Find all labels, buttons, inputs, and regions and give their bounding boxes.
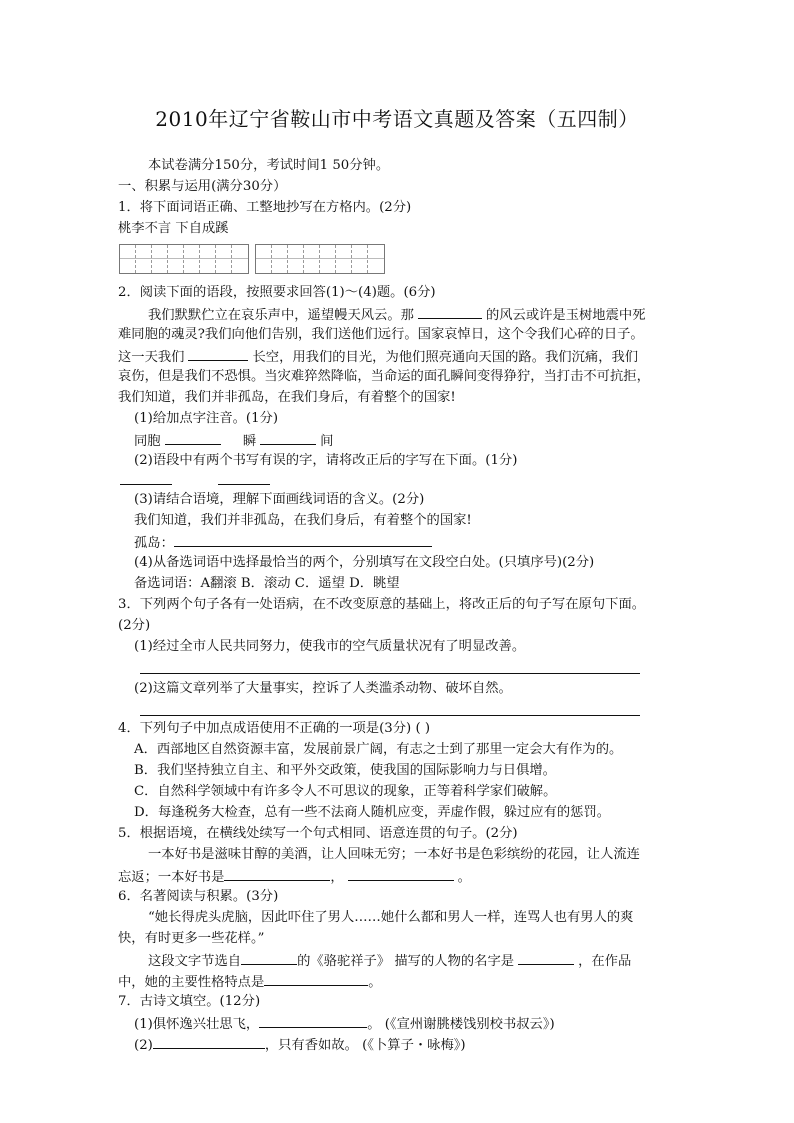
- subquestion-3: (3)请结合语境，理解下面画线词语的含义。(2分): [134, 492, 425, 507]
- answer-line[interactable]: [140, 673, 640, 674]
- q5-fill: 忘返；一本好书是 ， 。: [118, 866, 471, 888]
- poem-1: (1)俱怀逸兴壮思飞， 。 (《宣州谢朓楼饯别校书叔云》): [134, 1013, 555, 1035]
- subquestion-4: (4)从备选词语中选择最恰当的两个，分别填写在文段空白处。(只填序号)(2分): [134, 555, 595, 570]
- answer-blank[interactable]: [224, 866, 330, 881]
- answer-line[interactable]: [120, 484, 172, 485]
- q6-fill: 这段文字节选自 的《骆驼祥子》 描写的人物的名字是 ，在作品: [148, 950, 631, 972]
- answer-blank[interactable]: [165, 430, 221, 445]
- passage-line: 我们默默伫立在哀乐声中，遥望幔天风云。那 的风云或许是玉树地震中死: [148, 304, 646, 326]
- q6-quote: “她长得虎头虎脑，因此吓住了男人……她什么都和男人一样，连骂人也有男人的爽: [148, 910, 634, 925]
- sentence-1: (1)经过全市人民共同努力，使我市的空气质量状况有了明显改善。: [134, 639, 526, 654]
- word-options: 备选词语：A翻滚 B．滚动 C．遥望 D．眺望: [134, 576, 400, 591]
- subquestion-1: (1)给加点字注音。(1分): [134, 411, 279, 426]
- answer-blank[interactable]: [418, 304, 482, 319]
- answer-blank[interactable]: [174, 532, 432, 547]
- answer-blank[interactable]: [348, 866, 454, 881]
- option-b: B．我们坚持独立自主、和平外交政策，使我国的国际影响力与日俱增。: [134, 763, 556, 778]
- section-heading: 一、积累与运用(满分30分）: [118, 179, 287, 194]
- question-6: 6．名著阅读与积累。(3分): [118, 889, 279, 904]
- question-4: 4．下列句子中加点成语使用不正确的一项是(3分) ( ): [118, 721, 431, 736]
- writing-grid-left[interactable]: [119, 244, 249, 274]
- answer-blank[interactable]: [518, 950, 574, 965]
- passage-line: 哀伤，但是我们不恐惧。当灾难猝然降临，当命运的面孔瞬间变得狰狞，当打击不可抗拒，: [118, 369, 650, 384]
- quoted-sentence: 我们知道，我们并非孤岛，在我们身后，有着整个的国家!: [134, 513, 472, 528]
- answer-blank[interactable]: [260, 430, 316, 445]
- option-a: A．西部地区自然资源丰富，发展前景广阔，有志之士到了那里一定会大有作为的。: [134, 742, 623, 757]
- answer-line[interactable]: [140, 715, 640, 716]
- question-2: 2．阅读下面的语段，按照要求回答(1)～(4)题。(6分): [118, 285, 436, 300]
- answer-line[interactable]: [218, 484, 270, 485]
- answer-blank[interactable]: [241, 950, 297, 965]
- passage-line: 这一天我们 长空，用我们的目光，为他们照亮通向天国的路。我们沉痛，我们: [118, 346, 638, 368]
- passage-line: 难同胞的魂灵?我们向他们告别，我们送他们远行。国家哀悼日，这个令我们心碎的日子。: [118, 327, 644, 342]
- answer-blank[interactable]: [264, 971, 368, 986]
- q1-words: 桃李不言 下自成蹊: [118, 221, 229, 236]
- sentence-2: (2)这篇文章列举了大量事实，控诉了人类滥杀动物、破坏自然。: [134, 681, 512, 696]
- page-title: 2010年辽宁省鞍山市中考语文真题及答案（五四制）: [155, 107, 639, 131]
- question-3: 3．下列两个句子各有一处语病，在不改变原意的基础上，将改正后的句子写在原句下面。: [118, 597, 646, 612]
- pinyin-line: 同胞 瞬 间: [134, 430, 333, 452]
- question-7: 7．古诗文填空。(12分): [118, 994, 261, 1009]
- answer-blank[interactable]: [153, 1034, 265, 1049]
- exam-intro: 本试卷满分150分，考试时间1 50分钟。: [148, 158, 390, 173]
- poem-2: (2) ，只有香如故。 (《卜算子・咏梅》): [134, 1034, 466, 1056]
- question-3-score: (2分): [118, 618, 151, 633]
- question-1: 1．将下面词语正确、工整地抄写在方格内。(2分): [118, 200, 412, 215]
- passage-line: 我们知道，我们并非孤岛，在我们身后，有着整个的国家!: [118, 390, 456, 405]
- q6-fill-end: 中，她的主要性格特点是 。: [118, 971, 382, 993]
- q6-quote-end: 快，有时更多一些花样。”: [118, 931, 265, 946]
- writing-grid-right[interactable]: [255, 244, 385, 274]
- answer-blank[interactable]: [188, 346, 248, 361]
- option-d: D．每逢税务大检查，总有一些不法商人随机应变，弄虚作假，躲过应有的惩罚。: [134, 805, 611, 820]
- option-c: C．自然科学领域中有许多令人不可思议的现象，正等着科学家们破解。: [134, 784, 557, 799]
- definition-line: 孤岛：: [134, 532, 436, 554]
- q5-context: 一本好书是滋味甘醇的美酒，让人回味无穷；一本好书是色彩缤纷的花园，让人流连: [148, 847, 640, 862]
- subquestion-2: (2)语段中有两个书写有误的字，请将改正后的字写在下面。(1分): [134, 453, 518, 468]
- answer-blank[interactable]: [259, 1013, 367, 1028]
- question-5: 5．根据语境，在横线处续写一个句式相同、语意连贯的句子。(2分): [118, 826, 518, 841]
